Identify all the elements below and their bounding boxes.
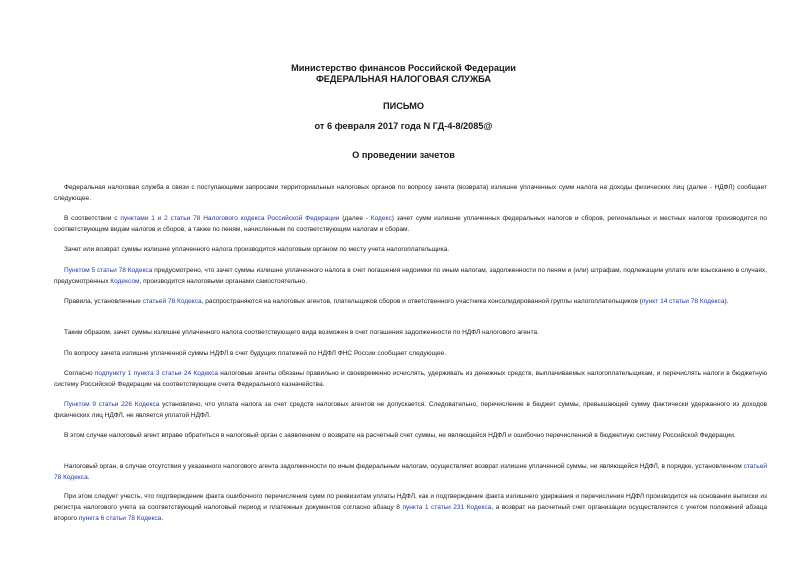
link-article-78[interactable]: статьей 78 Кодекса [54, 463, 767, 481]
paragraph-7 [54, 348, 767, 359]
paragraph-1 [54, 182, 767, 204]
paragraph-text: Согласно [64, 370, 95, 377]
link-article-78[interactable]: статьей 78 Кодекса [142, 298, 202, 305]
paragraph-text: установлено, что уплата налога за счет средств налоговых агентов не допускается. Следовательно, перечисление в бюджет суммы, превышающей сумму фактически удержанного из доходов физических лиц НДФЛ, не является уплатой НДФЛ. [54, 401, 768, 419]
document-subject: О проведении зачетов [352, 150, 455, 160]
paragraph-text: налоговые агенты обязаны правильно и своевременно исчислять, удерживать из денежных средств, выплачиваемых налогоплательщикам, и перечислять налоги в бюджетную систему Российской Федерации на соответствующие счета Федерального казначейства. [54, 370, 767, 388]
paragraph-text: Зачет или возврат суммы излишне уплаченного налога производится налоговым органом по месту учета налогоплательщика. [64, 246, 450, 253]
link-clause-5-article-78[interactable]: Пунктом 5 статьи 78 Кодекса [64, 267, 153, 274]
paragraph-12 [54, 491, 767, 524]
paragraph-8 [54, 368, 767, 390]
paragraph-text: . [161, 515, 164, 522]
paragraph-text: Налоговый орган, в случае отсутствия у указанного налогового агента задолженности по иным федеральным налогам, осуществляет возврат излишне уплаченной суммы, не являющейся НДФЛ, в порядке, установленном [64, 463, 744, 470]
paragraph-text: (далее - [339, 215, 371, 222]
ministry-title: Министерство финансов Российской Федерации [291, 63, 516, 73]
service-title: ФЕДЕРАЛЬНАЯ НАЛОГОВАЯ СЛУЖБА [315, 74, 492, 84]
paragraph-10 [54, 430, 767, 441]
link-articles-78-tax-code[interactable]: пунктами 1 и 2 статьи 78 Налогового кодекса Российской Федерации [120, 215, 340, 222]
link-code[interactable]: Кодекс [370, 215, 392, 222]
link-clause-9-article-226[interactable]: Пунктом 9 статьи 226 Кодекса [64, 401, 160, 408]
paragraph-text: ). [724, 298, 729, 305]
paragraph-11 [54, 461, 767, 483]
document-type: ПИСЬМО [382, 101, 425, 111]
paragraph-text: При этом следует учесть, что подтверждение факта ошибочного перечисления сумм по реквизитам уплаты НДФЛ, как и подтверждение факта излишнего удержания и перечисления НДФЛ производится на основании выписки из регистра налогового учета за соответствующий налоговый период и платежных документов согласно абзацу 8 [54, 493, 767, 511]
paragraph-text: , распространяются на налоговых агентов, плательщиков сборов и ответственного участника консолидированной группы налогоплательщиков ( [201, 298, 642, 305]
paragraph-3 [54, 244, 767, 255]
paragraph-text: Правила, установленные [64, 298, 143, 305]
paragraph-text: По вопросу зачета излишне уплаченной суммы НДФЛ в счет будущих платежей по НДФЛ ФНС России сообщает следующее. [64, 350, 447, 357]
document-date-number: от 6 февраля 2017 года N ГД-4-8/2085@ [314, 121, 493, 131]
paragraph-text: . [87, 474, 90, 481]
paragraph-text: Таким образом, зачет суммы излишне уплаченного налога соответствующего вида возможен в счет погашения задолженности по НДФЛ налогового агента. [64, 329, 539, 336]
link-clause-14-article-78[interactable]: пункт 14 статьи 78 Кодекса [641, 298, 725, 305]
paragraph-text: Федеральная налоговая служба в связи с поступающими запросами территориальных налоговых органов по вопросу зачета (возврата) излишне уплаченных сумм налога на доходы физических лиц (далее - НДФЛ) сообщает следующее. [54, 184, 767, 202]
link-clause-1-article-231[interactable]: пункта 1 статьи 231 Кодекса [402, 504, 492, 511]
paragraph-9 [54, 399, 767, 421]
paragraph-text: , а возврат на расчетный счет организации осуществляется с учетом положений абзаца второго [54, 504, 767, 522]
paragraph-text: ) зачет сумм излишне уплаченных федеральных налогов и сборов, региональных и местных налогов производится по соответствующим видам налогов и сборов, а также по пеням, начисленным по соответствующим налогам и сборам. [54, 215, 768, 233]
paragraph-text: В этом случае налоговый агент вправе обратиться в налоговый орган с заявлением о возврате на расчетный счет суммы, не являющейся НДФЛ и ошибочно перечисленной в бюджетную систему Российской Федерации. [64, 432, 736, 439]
link-code[interactable]: Кодексом [110, 278, 140, 285]
paragraph-6 [54, 327, 767, 338]
link-subclause-1-clause-3-article-24[interactable]: подпункту 1 пункта 3 статьи 24 Кодекса [94, 370, 219, 377]
paragraph-5 [54, 296, 767, 307]
paragraph-4 [54, 265, 767, 287]
link-clause-6-article-78[interactable]: пункта 6 статьи 78 Кодекса [78, 515, 162, 522]
paragraph-text: предусмотрено, что зачет суммы излишне уплаченного налога в счет погашения недоимки по иным налогам, задолженности по пеням и (или) штрафам, подлежащим уплате или взысканию в случаях, предусмотренных [54, 267, 767, 285]
paragraph-2 [54, 213, 767, 235]
paragraph-text: В соответствии с [64, 215, 121, 222]
paragraph-text: , производится налоговыми органами самостоятельно. [139, 278, 307, 285]
